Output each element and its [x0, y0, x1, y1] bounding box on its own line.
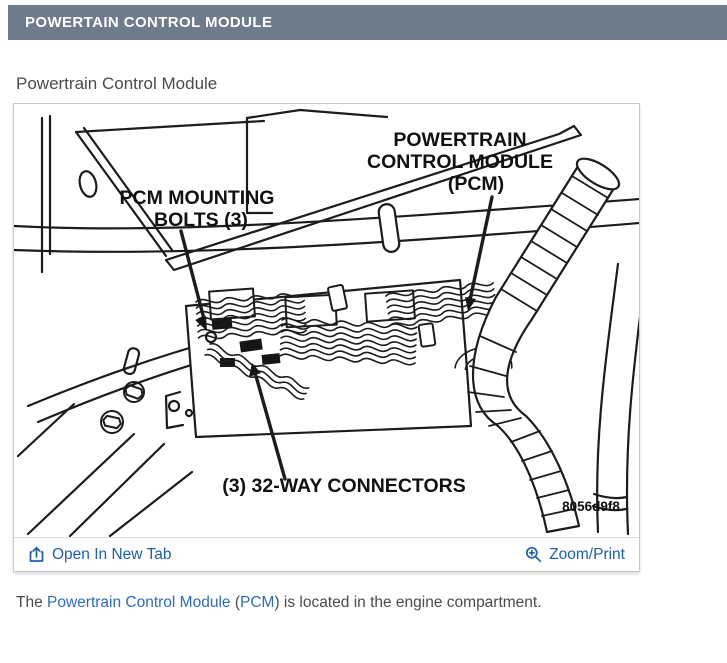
open-in-new-tab-link[interactable]: [28, 546, 171, 564]
pcm-diagram: [14, 104, 639, 537]
label-pcm-mounting-line2: BOLTS (3): [154, 209, 248, 231]
description-suffix: ) is located in the engine compartment.: [274, 594, 542, 611]
fender-bolts: [101, 382, 144, 433]
description-paren: (: [230, 594, 240, 611]
powertrain-control-module-link[interactable]: Powertrain Control Module: [47, 594, 231, 611]
zoom-print-label: Zoom/Print: [549, 545, 625, 563]
open-in-new-tab-icon: [28, 546, 45, 563]
pcm-link[interactable]: PCM: [240, 594, 275, 611]
zoom-icon: [525, 546, 542, 563]
figure-frame: [13, 103, 640, 572]
pcm-arrow: [465, 197, 492, 311]
label-powertrain-line1: POWERTRAIN: [393, 129, 527, 151]
label-connectors: (3) 32-WAY CONNECTORS: [222, 475, 466, 497]
figure-caption: Powertrain Control Module: [16, 74, 218, 93]
figure-code: 8056d9f8: [562, 499, 620, 514]
label-pcm-mounting-line1: PCM MOUNTING: [119, 187, 275, 209]
smooth-pipe: [593, 264, 639, 534]
open-in-new-tab-label: Open In New Tab: [52, 545, 172, 563]
figure-toolbar: [14, 537, 639, 571]
section-header: [8, 5, 727, 40]
description-prefix: The: [16, 594, 48, 611]
label-powertrain-line2: CONTROL MODULE: [367, 151, 553, 173]
zoom-print-link[interactable]: [525, 546, 625, 564]
section-header-title: POWERTAIN CONTROL MODULE: [25, 14, 273, 31]
description-paragraph: [16, 594, 542, 612]
label-powertrain-line3: (PCM): [447, 173, 505, 195]
